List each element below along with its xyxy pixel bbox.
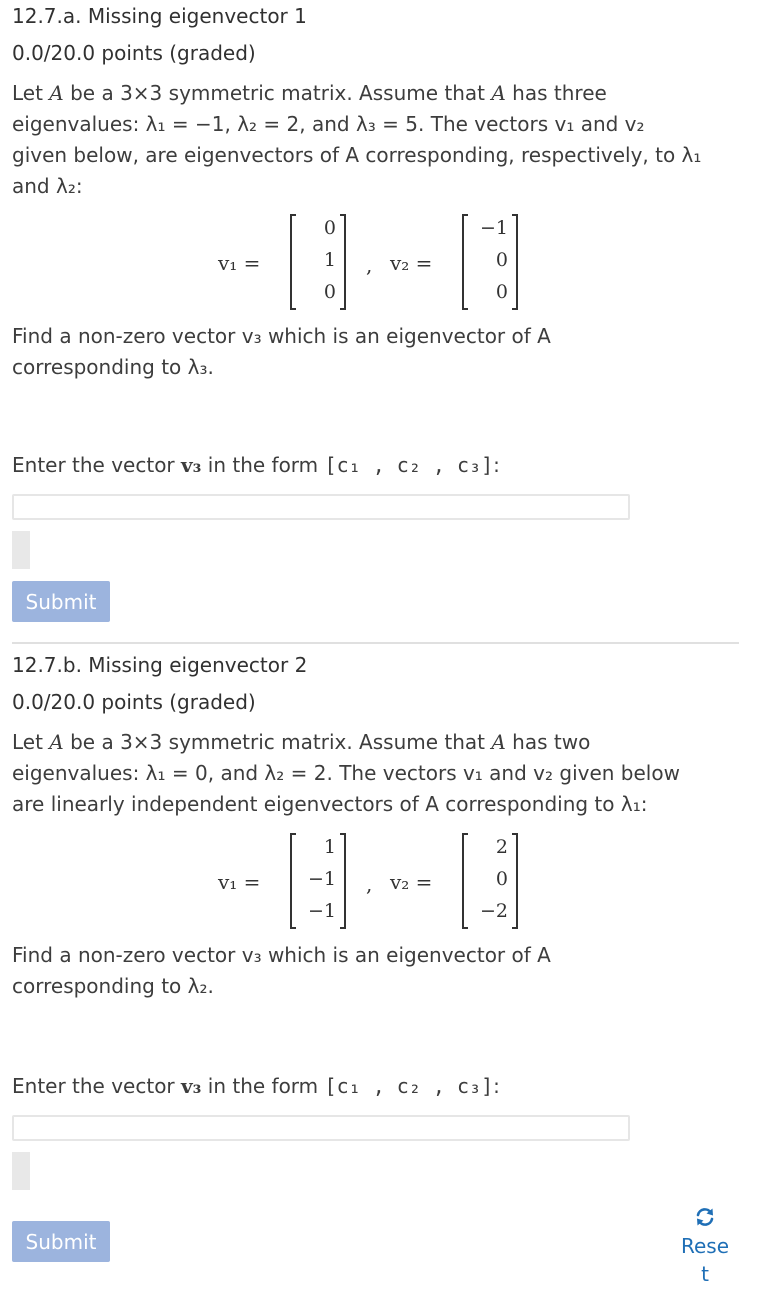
text: Let [12,81,50,105]
problem-b-line2: eigenvalues: λ₁ = 0, and λ₂ = 2. The vectors v₁ and v₂ given below [12,761,680,785]
text: Enter the vector [12,453,182,477]
problem-b-v1-label: v₁ = [218,870,261,894]
text: has three [505,81,607,105]
matrix-cell: 2 [495,836,508,858]
text: has two [505,730,591,754]
section-divider [12,642,739,644]
problem-b-statement [12,727,752,820]
text: Let [12,730,50,754]
problem-a-find-line2: corresponding to λ₃. [12,355,214,379]
matrix-symbol: A [49,81,64,105]
matrix-cell: 1 [323,836,336,858]
matrix-cell: 0 [323,217,336,239]
refresh-icon [670,1206,740,1232]
problem-a-answer-input[interactable] [12,494,630,520]
matrix-cell: −2 [479,900,508,922]
matrix-symbol: A [49,730,64,754]
matrix-cell: 0 [323,281,336,303]
problem-b-answer-input[interactable] [12,1115,630,1141]
problem-b-prompt [12,1074,500,1098]
problem-b-points: 0.0/20.0 points (graded) [12,690,256,714]
text: : [493,1074,500,1098]
text: Enter the vector [12,1074,182,1098]
problem-a-find-line1: Find a non-zero vector v₃ which is an eigenvector of A [12,324,551,348]
problem-b-find-line2: corresponding to λ₂. [12,974,214,998]
problem-a-points: 0.0/20.0 points (graded) [12,41,256,65]
text: in the form [201,453,325,477]
problem-a-v1-label: v₁ = [218,251,261,275]
problem-a-statement [12,78,752,202]
matrix-symbol: A [491,81,506,105]
problem-a-v1-matrix [290,214,346,310]
matrix-cell: 1 [323,249,336,271]
reset-label-line1: Rese [680,1234,730,1258]
problem-a-find [12,321,752,383]
text: be a 3×3 symmetric matrix. Assume that [63,730,492,754]
problem-b-v2-label: v₂ = [390,870,433,894]
form-hint: [c₁ , c₂ , c₃] [324,1074,494,1098]
comma: , [366,253,373,277]
reset-label [670,1232,740,1288]
problem-a-v2-label: v₂ = [390,251,433,275]
text: be a 3×3 symmetric matrix. Assume that [63,81,492,105]
matrix-cell: −1 [307,900,336,922]
problem-b-find [12,940,752,1002]
problem-b-line1 [12,727,752,758]
comma: , [366,872,373,896]
problem-a-status-indicator [12,531,30,569]
vector-symbol: v₃ [181,453,202,477]
matrix-symbol: A [491,730,506,754]
matrix-cell: 0 [495,281,508,303]
problem-a-line3: given below, are eigenvectors of A corresponding, respectively, to λ₁ [12,143,702,167]
text: in the form [201,1074,325,1098]
problem-a-line2: eigenvalues: λ₁ = −1, λ₂ = 2, and λ₃ = 5. The vectors v₁ and v₂ [12,112,645,136]
problem-b-line3: are linearly independent eigenvectors of A corresponding to λ₁: [12,792,648,816]
problem-a-line4: and λ₂: [12,174,83,198]
matrix-cell: 0 [495,868,508,890]
problem-b-find-line1: Find a non-zero vector v₃ which is an eigenvector of A [12,943,551,967]
reset-button[interactable] [670,1206,740,1288]
problem-a-title: 12.7.a. Missing eigenvector 1 [12,4,307,28]
problem-a-submit-button[interactable]: Submit [12,581,110,622]
text: : [493,453,500,477]
reset-label-line2: t [701,1262,709,1286]
matrix-cell: 0 [495,249,508,271]
problem-a-line1 [12,78,752,109]
matrix-cell: −1 [307,868,336,890]
form-hint: [c₁ , c₂ , c₃] [324,453,494,477]
vector-symbol: v₃ [181,1074,202,1098]
problem-b-status-indicator [12,1152,30,1190]
problem-b-submit-button[interactable]: Submit [12,1221,110,1262]
problem-a-prompt [12,453,500,477]
problem-b-v2-matrix [462,833,518,929]
matrix-cell: −1 [479,217,508,239]
problem-b-title: 12.7.b. Missing eigenvector 2 [12,653,308,677]
problem-a-v2-matrix [462,214,518,310]
problem-b-v1-matrix [290,833,346,929]
